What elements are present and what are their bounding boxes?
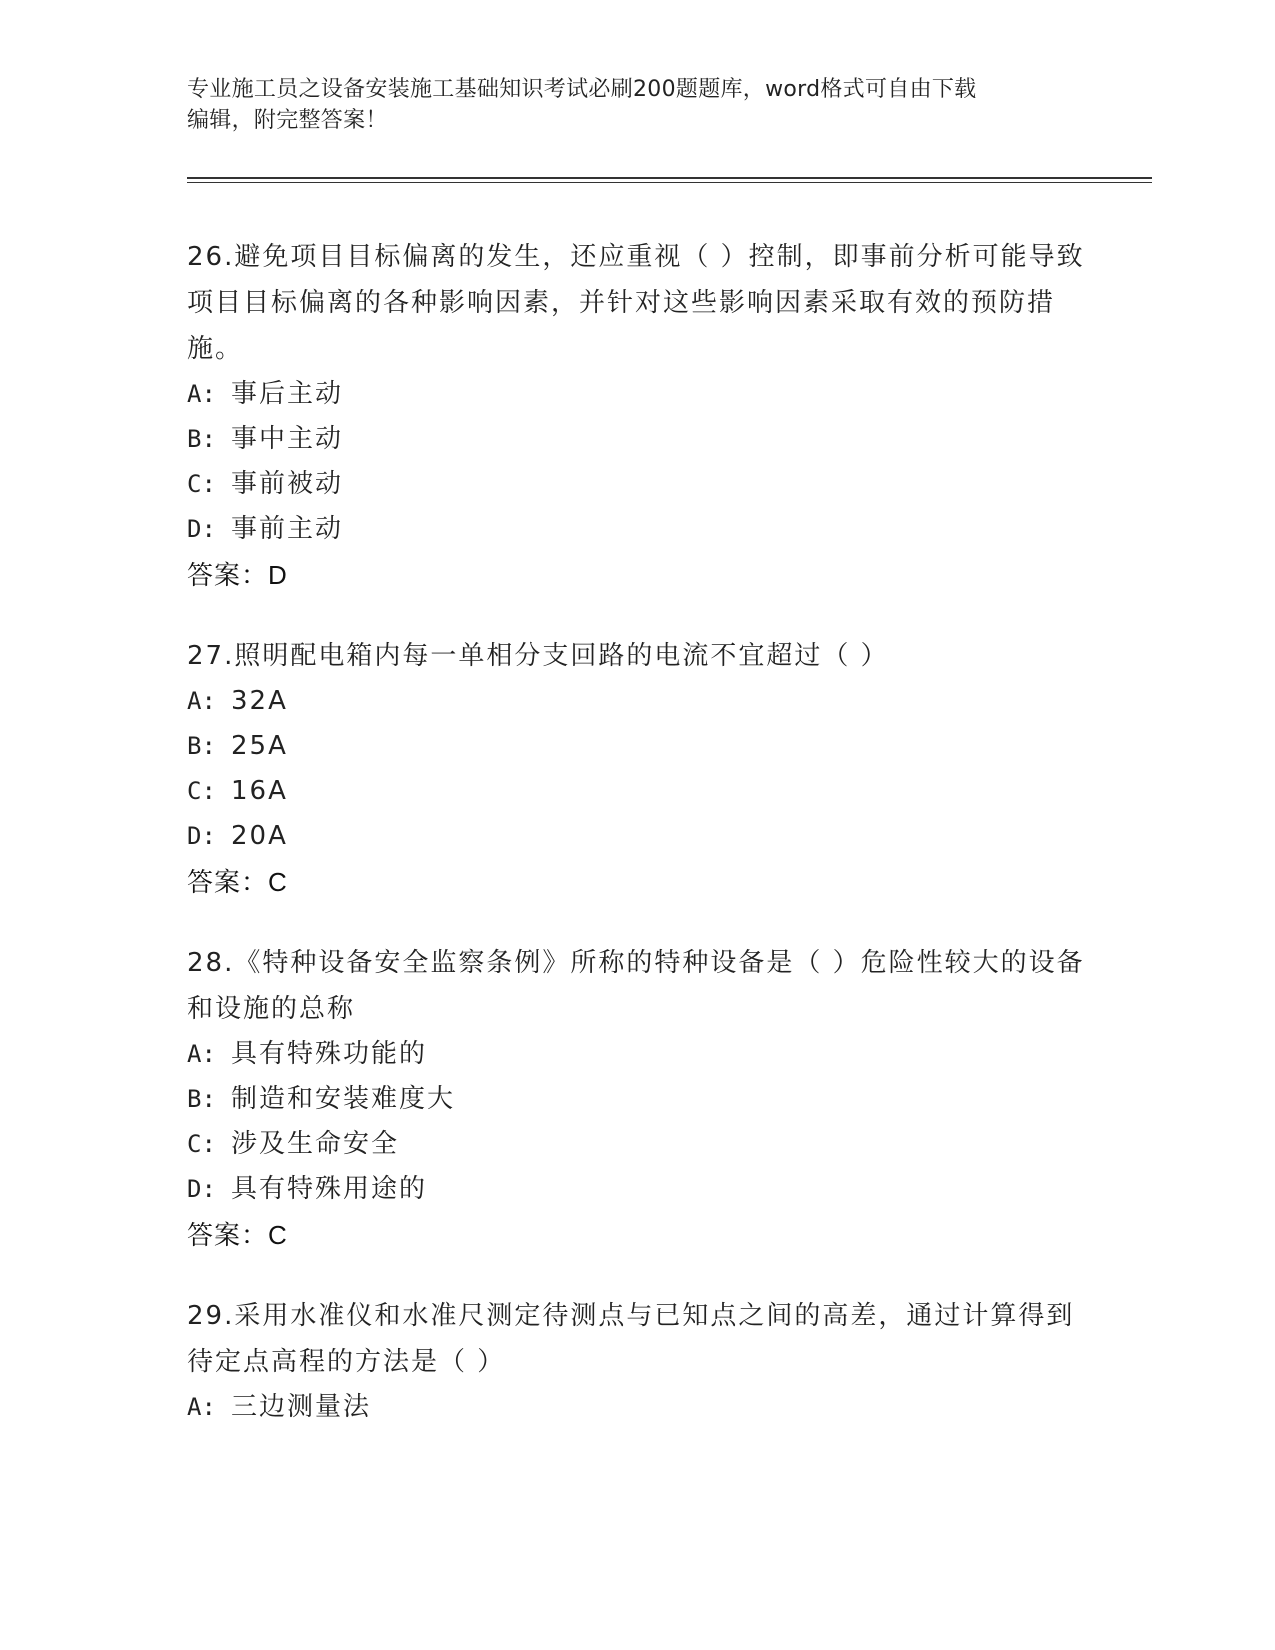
answer-value: D — [268, 560, 287, 590]
option-letter: B: — [187, 425, 216, 453]
option-c — [187, 462, 1087, 507]
header-title-line-2: 编辑，附完整答案！ — [187, 108, 388, 133]
option-a — [187, 1032, 1087, 1077]
option-letter: D: — [187, 1175, 216, 1203]
option-a — [187, 372, 1087, 417]
option-letter: B: — [187, 732, 216, 760]
answer-line — [187, 552, 1087, 598]
option-text: 事前主动 — [231, 514, 344, 544]
answer-line — [187, 859, 1087, 905]
question-stem: 29.采用水准仪和水准尺测定待测点与已知点之间的高差，通过计算得到待定点高程的方法是（ ） — [187, 1301, 1075, 1377]
option-text: 具有特殊功能的 — [231, 1039, 428, 1069]
option-d — [187, 507, 1087, 552]
option-text: 事前被动 — [231, 469, 344, 499]
option-text: 具有特殊用途的 — [231, 1174, 428, 1204]
option-letter: A: — [187, 1393, 216, 1421]
option-c — [187, 1122, 1087, 1167]
option-text: 制造和安装难度大 — [231, 1084, 456, 1114]
option-letter: A: — [187, 380, 216, 408]
option-text: 三边测量法 — [231, 1392, 372, 1422]
document-header — [187, 74, 1067, 136]
answer-value: C — [268, 867, 287, 897]
answer-line — [187, 1212, 1087, 1258]
option-c — [187, 769, 1087, 814]
answer-label: 答案： — [187, 560, 269, 590]
question-26 — [187, 234, 1087, 598]
option-text: 事中主动 — [231, 424, 344, 454]
option-letter: D: — [187, 515, 216, 543]
option-text: 16A — [231, 776, 288, 806]
question-27 — [187, 633, 1087, 905]
question-list — [187, 234, 1087, 1465]
answer-value: C — [268, 1220, 287, 1250]
option-letter: A: — [187, 687, 216, 715]
option-b — [187, 417, 1087, 462]
option-b — [187, 724, 1087, 769]
option-b — [187, 1077, 1087, 1122]
option-letter: B: — [187, 1085, 216, 1113]
option-d — [187, 814, 1087, 859]
option-d — [187, 1167, 1087, 1212]
option-letter: C: — [187, 777, 216, 805]
option-text: 事后主动 — [231, 379, 344, 409]
option-text: 25A — [231, 731, 288, 761]
answer-label: 答案： — [187, 867, 269, 897]
option-a — [187, 1385, 1087, 1430]
option-letter: D: — [187, 822, 216, 850]
question-29 — [187, 1293, 1087, 1430]
header-title-line-1: 专业施工员之设备安装施工基础知识考试必刷200题题库，word格式可自由下载 — [187, 77, 977, 102]
question-stem: 26.避免项目目标偏离的发生，还应重视（ ）控制，即事前分析可能导致项目目标偏离的各种影响因素，并针对这些影响因素采取有效的预防措施。 — [187, 242, 1085, 364]
option-text: 20A — [231, 821, 288, 851]
header-divider-thin — [187, 182, 1152, 183]
option-letter: C: — [187, 470, 216, 498]
question-stem: 28.《特种设备安全监察条例》所称的特种设备是（ ）危险性较大的设备和设施的总称 — [187, 948, 1085, 1024]
header-divider — [187, 177, 1152, 179]
answer-label: 答案： — [187, 1220, 269, 1250]
option-letter: A: — [187, 1040, 216, 1068]
option-letter: C: — [187, 1130, 216, 1158]
option-a — [187, 679, 1087, 724]
question-28 — [187, 940, 1087, 1258]
option-text: 32A — [231, 686, 288, 716]
question-stem: 27.照明配电箱内每一单相分支回路的电流不宜超过（ ） — [187, 641, 889, 671]
option-text: 涉及生命安全 — [231, 1129, 400, 1159]
